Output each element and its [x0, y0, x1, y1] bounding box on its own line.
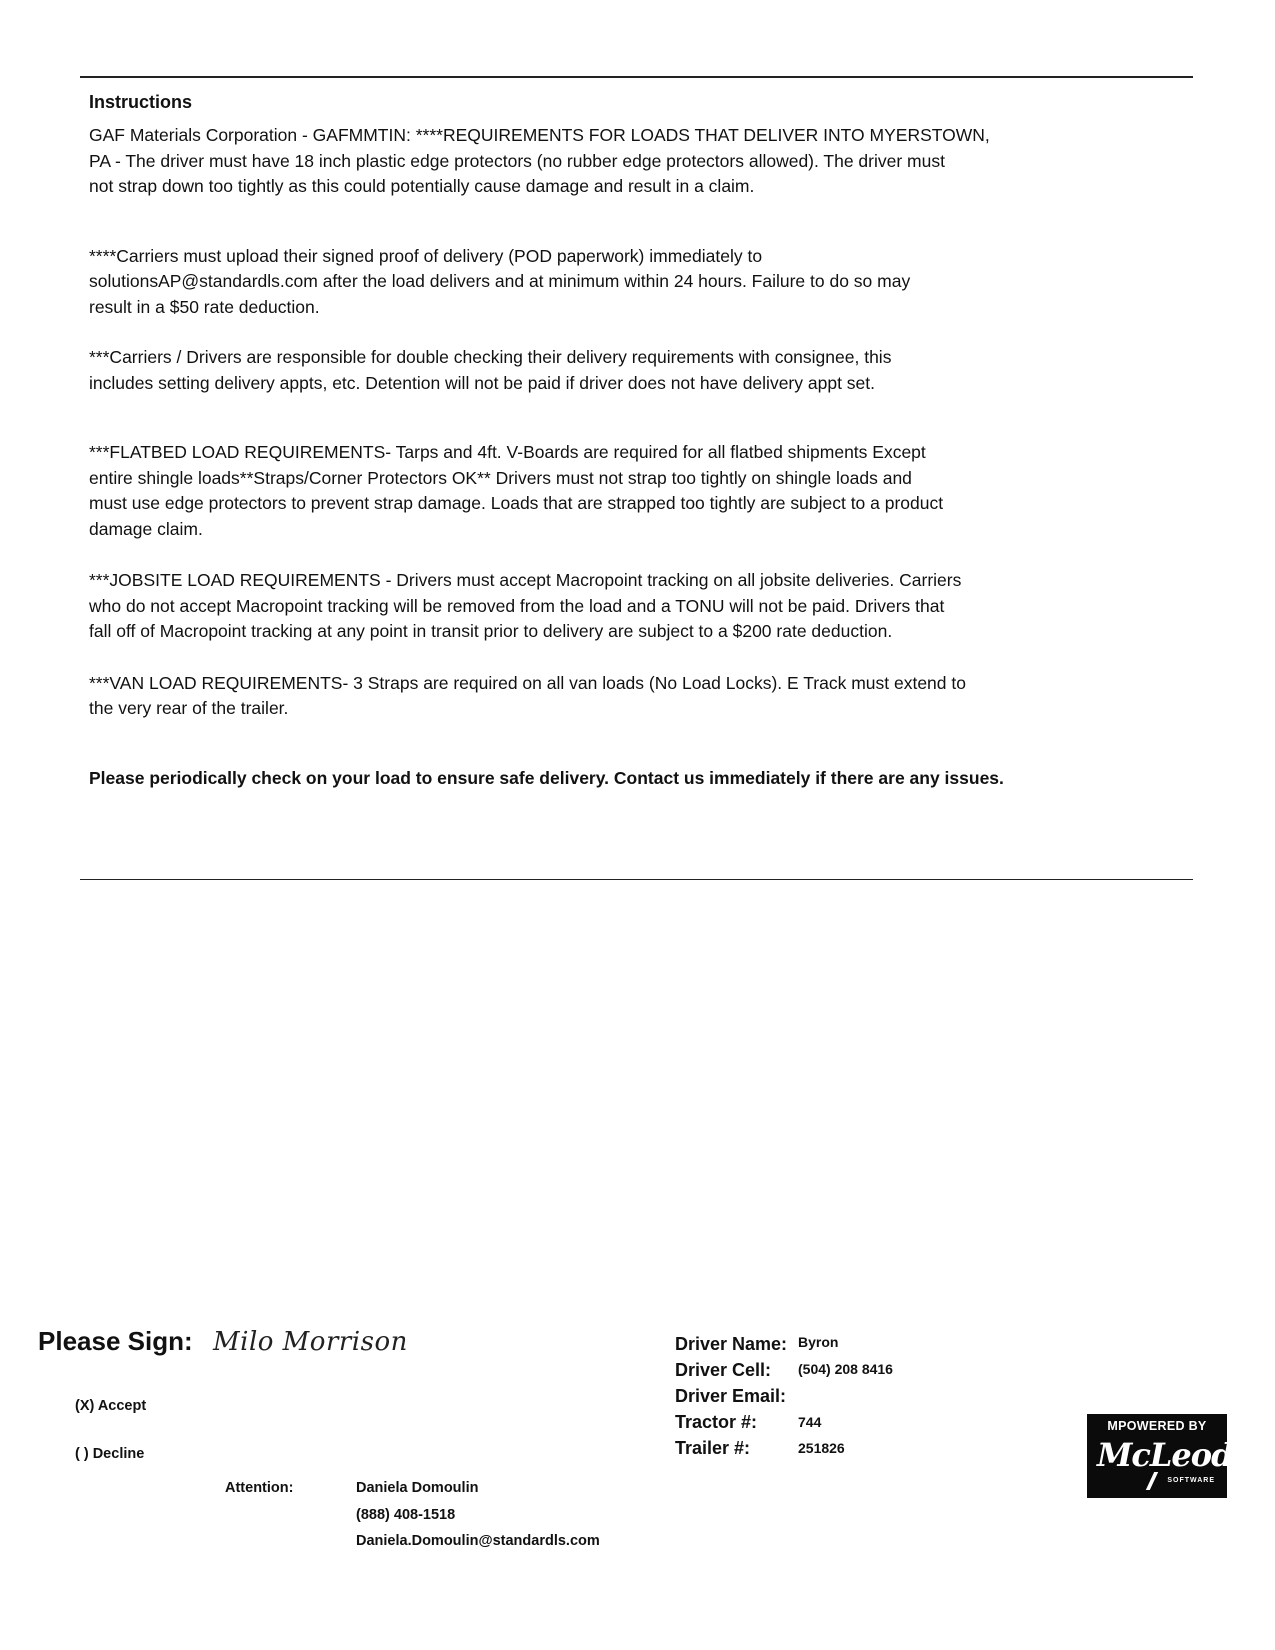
instruction-delivery-requirements: ***Carriers / Drivers are responsible for double checking their delivery requirements with consignee, this includes setting delivery appts, etc. Detention will not be paid if driver does not have delivery appt set. — [89, 347, 892, 393]
signature[interactable]: Milo Morrison — [213, 1327, 408, 1357]
attention-name: Daniela Domoulin — [356, 1480, 479, 1496]
logo-tagline: MPOWERED BY — [1107, 1419, 1207, 1433]
instruction-van: ***VAN LOAD REQUIREMENTS- 3 Straps are required on all van loads (No Load Locks). E Track must extend to the very rear of the trailer. — [89, 672, 966, 718]
logo-subtitle: SOFTWARE — [1167, 1477, 1215, 1484]
driver-name-value: Byron — [798, 1334, 839, 1350]
please-sign-label: Please Sign: — [38, 1326, 193, 1356]
accept-option[interactable]: (X) Accept — [75, 1398, 147, 1414]
tractor-label: Tractor #: — [675, 1412, 758, 1432]
top-divider — [80, 76, 1193, 78]
trailer-label: Trailer #: — [675, 1438, 751, 1458]
driver-cell-value: (504) 208 8416 — [798, 1361, 893, 1377]
instructions-section — [89, 92, 1169, 791]
closing-notice: Please periodically check on your load to ensure safe delivery. Contact us immediately if there are any issues. — [89, 767, 1004, 788]
logo-brand: McLeod — [1097, 1436, 1233, 1474]
driver-name-label: Driver Name: — [675, 1334, 788, 1354]
trailer-value: 251826 — [798, 1440, 845, 1456]
instruction-flatbed: ***FLATBED LOAD REQUIREMENTS- Tarps and 4ft. V-Boards are required for all flatbed shipments Except entire shingle loads**Straps/Corner Protectors OK** Drivers must not strap too tightly on shingle loads and must use edge protectors to prevent strap damage. Loads that are strapped too tightly are subject to a product damage claim. — [89, 442, 944, 539]
mcleod-logo — [1087, 1414, 1233, 1498]
tractor-value: 744 — [798, 1414, 822, 1430]
instructions-title: Instructions — [89, 92, 193, 112]
driver-cell-label: Driver Cell: — [675, 1360, 772, 1380]
instruction-pod-upload: ****Carriers must upload their signed proof of delivery (POD paperwork) immediately to solutionsAP@standardls.com after the load delivers and at minimum within 24 hours. Failure to do so may result in a $50 rate deduction. — [89, 245, 911, 317]
attention-phone: (888) 408-1518 — [356, 1507, 456, 1523]
attention-label: Attention: — [225, 1480, 294, 1496]
instruction-gaf-myerstown: GAF Materials Corporation - GAFMMTIN: ****REQUIREMENTS FOR LOADS THAT DELIVER INTO MYERSTOWN, PA - The driver must have 18 inch plastic edge protectors (no rubber edge protectors allowed). The driver must not strap down too tightly as this could potentially cause damage and result in a claim. — [89, 125, 990, 196]
bottom-divider — [80, 879, 1193, 880]
instruction-jobsite: ***JOBSITE LOAD REQUIREMENTS - Drivers must accept Macropoint tracking on all jobsite deliveries. Carriers who do not accept Macropoint tracking will be removed from the load and a TONU will not be paid. Drivers that fall off of Macropoint tracking at any point in transit prior to delivery are subject to a $200 rate deduction. — [89, 570, 962, 641]
logo-slash-icon — [1146, 1472, 1158, 1490]
attention-email: Daniela.Domoulin@standardls.com — [356, 1533, 600, 1549]
driver-email-label: Driver Email: — [675, 1386, 787, 1406]
decline-option[interactable]: ( ) Decline — [75, 1446, 145, 1462]
